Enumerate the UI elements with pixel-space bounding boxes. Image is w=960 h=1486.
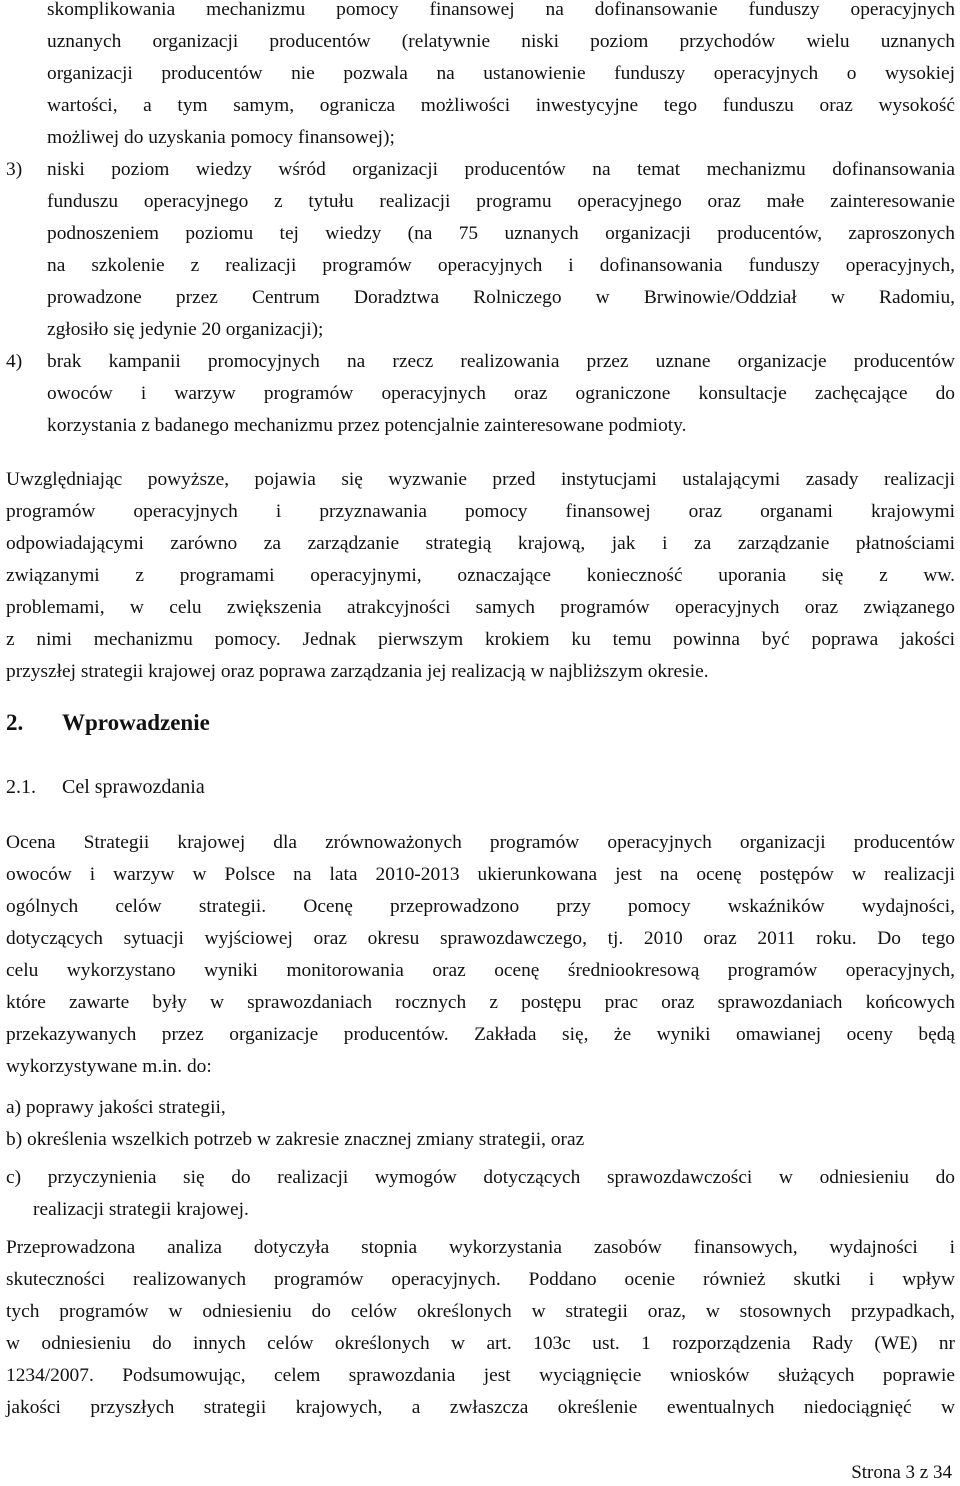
text-line: możliwej do uzyskania pomocy finansowej); [47, 127, 395, 148]
text-line: korzystania z badanego mechanizmu przez potencjalnie zainteresowane podmioty. [47, 415, 687, 436]
text-line: skomplikowania mechanizmu pomocy finansowej na dofinansowanie funduszy operacyjnych [47, 0, 955, 20]
text-line: jakości przyszłych strategii krajowych, a zwłaszcza określenie ewentualnych niedociągnięć w [6, 1397, 955, 1418]
list-item: b) określenia wszelkich potrzeb w zakresie znacznej zmiany strategii, oraz [6, 1129, 585, 1150]
section-heading [6, 706, 210, 740]
text-line: Ocena Strategii krajowej dla zrównoważonych programów operacyjnych organizacji producentów [6, 832, 955, 853]
text-line: owoców i warzyw programów operacyjnych oraz ograniczone konsultacje zachęcające do [47, 383, 955, 404]
text-line: przekazywanych przez organizacje producentów. Zakłada się, że wyniki omawianej oceny będą [6, 1024, 955, 1045]
text-line: funduszu operacyjnego z tytułu realizacji programu operacyjnego oraz małe zainteresowanie [47, 191, 955, 212]
subsection-number: 2.1. [6, 776, 36, 798]
text-line: programów operacyjnych i przyznawania pomocy finansowej oraz organami krajowymi [6, 501, 955, 522]
text-line: z nimi mechanizmu pomocy. Jednak pierwszym krokiem ku temu powinna być poprawa jakości [6, 629, 955, 650]
section-title: Wprowadzenie [62, 710, 210, 735]
text-line: wartości, a tym samym, ogranicza możliwości inwestycyjne tego funduszu oraz wysokość [47, 95, 955, 116]
text-line: w odniesieniu do innych celów określonych w art. 103c ust. 1 rozporządzenia Rady (WE) nr [6, 1333, 955, 1354]
list-item-continuation: realizacji strategii krajowej. [33, 1199, 249, 1220]
text-line: na szkolenie z realizacji programów operacyjnych i dofinansowania funduszy operacyjnych, [47, 255, 955, 276]
text-line: organizacji producentów nie pozwala na ustanowienie funduszy operacyjnych o wysokiej [47, 63, 955, 84]
page-number: Strona 3 z 34 [851, 1462, 952, 1483]
text-line: które zawarte były w sprawozdaniach rocznych z postępu prac oraz sprawozdaniach końcowych [6, 992, 955, 1013]
list-item: c) przyczynienia się do realizacji wymogów dotyczących sprawozdawczości w odniesieniu do [6, 1167, 955, 1188]
subsection-title: Cel sprawozdania [62, 776, 205, 798]
text-line: skuteczności realizowanych programów operacyjnych. Poddano ocenie również skutki i wpływ [6, 1269, 955, 1290]
list-marker: 3) [6, 159, 23, 180]
text-line: uznanych organizacji producentów (relatywnie niski poziom przychodów wielu uznanych [47, 31, 955, 52]
section-number: 2. [6, 710, 24, 735]
text-line: 1234/2007. Podsumowując, celem sprawozdania jest wyciągnięcie wniosków służących poprawie [6, 1365, 955, 1386]
text-line: zgłosiło się jedynie 20 organizacji); [47, 319, 324, 340]
text-line: prowadzone przez Centrum Doradztwa Rolniczego w Brwinowie/Oddział w Radomiu, [47, 287, 955, 308]
text-line: wykorzystywane m.in. do: [6, 1056, 212, 1077]
text-line: tych programów w odniesieniu do celów określonych w strategii oraz, w stosownych przypadkach, [6, 1301, 955, 1322]
text-line: owoców i warzyw w Polsce na lata 2010-2013 ukierunkowana jest na ocenę postępów w realizacji [6, 864, 955, 885]
text-line: Uwzględniając powyższe, pojawia się wyzwanie przed instytucjami ustalającymi zasady realizacji [6, 469, 955, 490]
text-line: odpowiadającymi zarówno za zarządzanie strategią krajową, jak i za zarządzanie płatnościami [6, 533, 955, 554]
text-line: niski poziom wiedzy wśród organizacji producentów na temat mechanizmu dofinansowania [47, 159, 955, 180]
text-line: Przeprowadzona analiza dotyczyła stopnia wykorzystania zasobów finansowych, wydajności i [6, 1237, 955, 1258]
text-line: związanymi z programami operacyjnymi, oznaczające konieczność uporania się z ww. [6, 565, 955, 586]
text-line: celu wykorzystano wyniki monitorowania oraz ocenę średniookresową programów operacyjnych, [6, 960, 955, 981]
text-line: problemami, w celu zwiększenia atrakcyjności samych programów operacyjnych oraz związanego [6, 597, 955, 618]
list-marker: 4) [6, 351, 23, 372]
text-line: podnoszeniem poziomu tej wiedzy (na 75 uznanych organizacji producentów, zaproszonych [47, 223, 955, 244]
text-line: dotyczących sytuacji wyjściowej oraz okresu sprawozdawczego, tj. 2010 oraz 2011 roku. Do tego [6, 928, 955, 949]
subsection-heading [6, 771, 205, 803]
list-item: a) poprawy jakości strategii, [6, 1097, 226, 1118]
text-line: przyszłej strategii krajowej oraz poprawa zarządzania jej realizacją w najbliższym okresie. [6, 661, 709, 682]
text-line: ogólnych celów strategii. Ocenę przeprowadzono przy pomocy wskaźników wydajności, [6, 896, 955, 917]
text-line: brak kampanii promocyjnych na rzecz realizowania przez uznane organizacje producentów [47, 351, 955, 372]
